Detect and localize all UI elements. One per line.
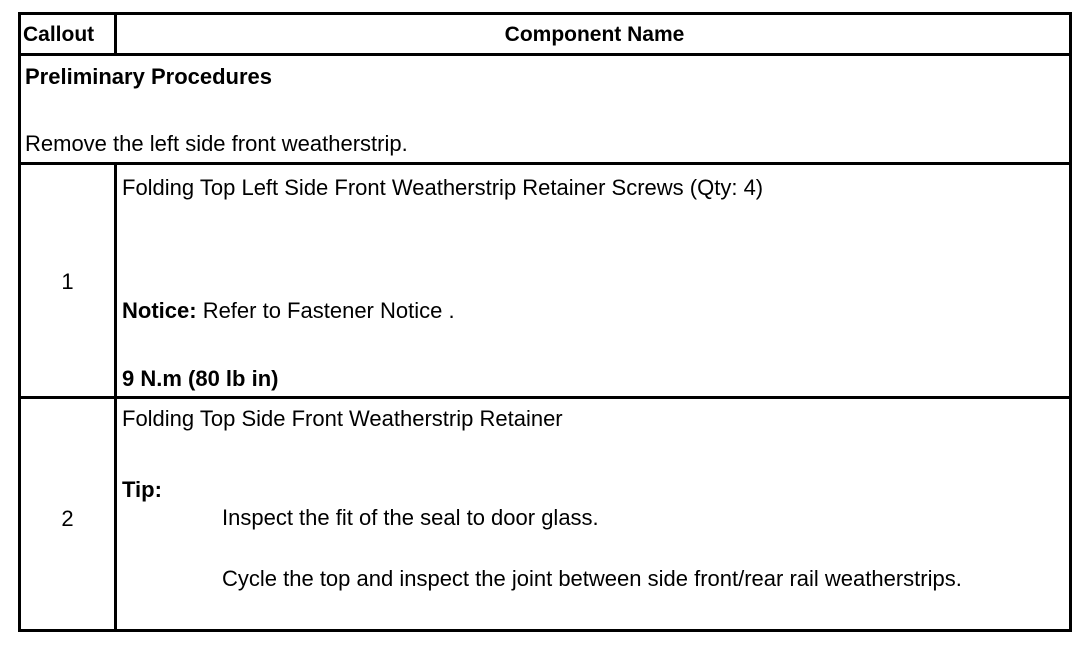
component-name-column-header: Component Name	[504, 23, 685, 46]
notice-label: Notice:	[122, 298, 197, 323]
step-1-component-name: Folding Top Left Side Front Weatherstrip Retainer Screws (Qty: 4)	[122, 175, 764, 200]
step-1-notice	[122, 298, 455, 324]
step-1-torque-spec: 9 N.m (80 lb in)	[122, 366, 279, 391]
callout-column-divider	[114, 165, 117, 629]
callout-column-header: Callout	[23, 23, 95, 46]
preliminary-procedures-text: Remove the left side front weatherstrip.	[25, 131, 408, 156]
step-2-tip-label: Tip:	[122, 477, 162, 502]
notice-text: Refer to Fastener Notice .	[202, 298, 455, 323]
step-2-tip-item: Cycle the top and inspect the joint between side front/rear rail weatherstrips.	[222, 566, 962, 591]
step-2-callout: 2	[61, 506, 74, 531]
preliminary-divider	[21, 162, 1069, 165]
preliminary-procedures-title: Preliminary Procedures	[25, 64, 273, 89]
step-1-divider	[21, 396, 1069, 399]
step-1-callout: 1	[61, 269, 74, 294]
procedure-table	[18, 12, 1072, 632]
header-divider	[21, 53, 1069, 56]
step-2-component-name: Folding Top Side Front Weatherstrip Retainer	[122, 406, 563, 431]
step-2-tip-item: Inspect the fit of the seal to door glass.	[222, 505, 599, 530]
